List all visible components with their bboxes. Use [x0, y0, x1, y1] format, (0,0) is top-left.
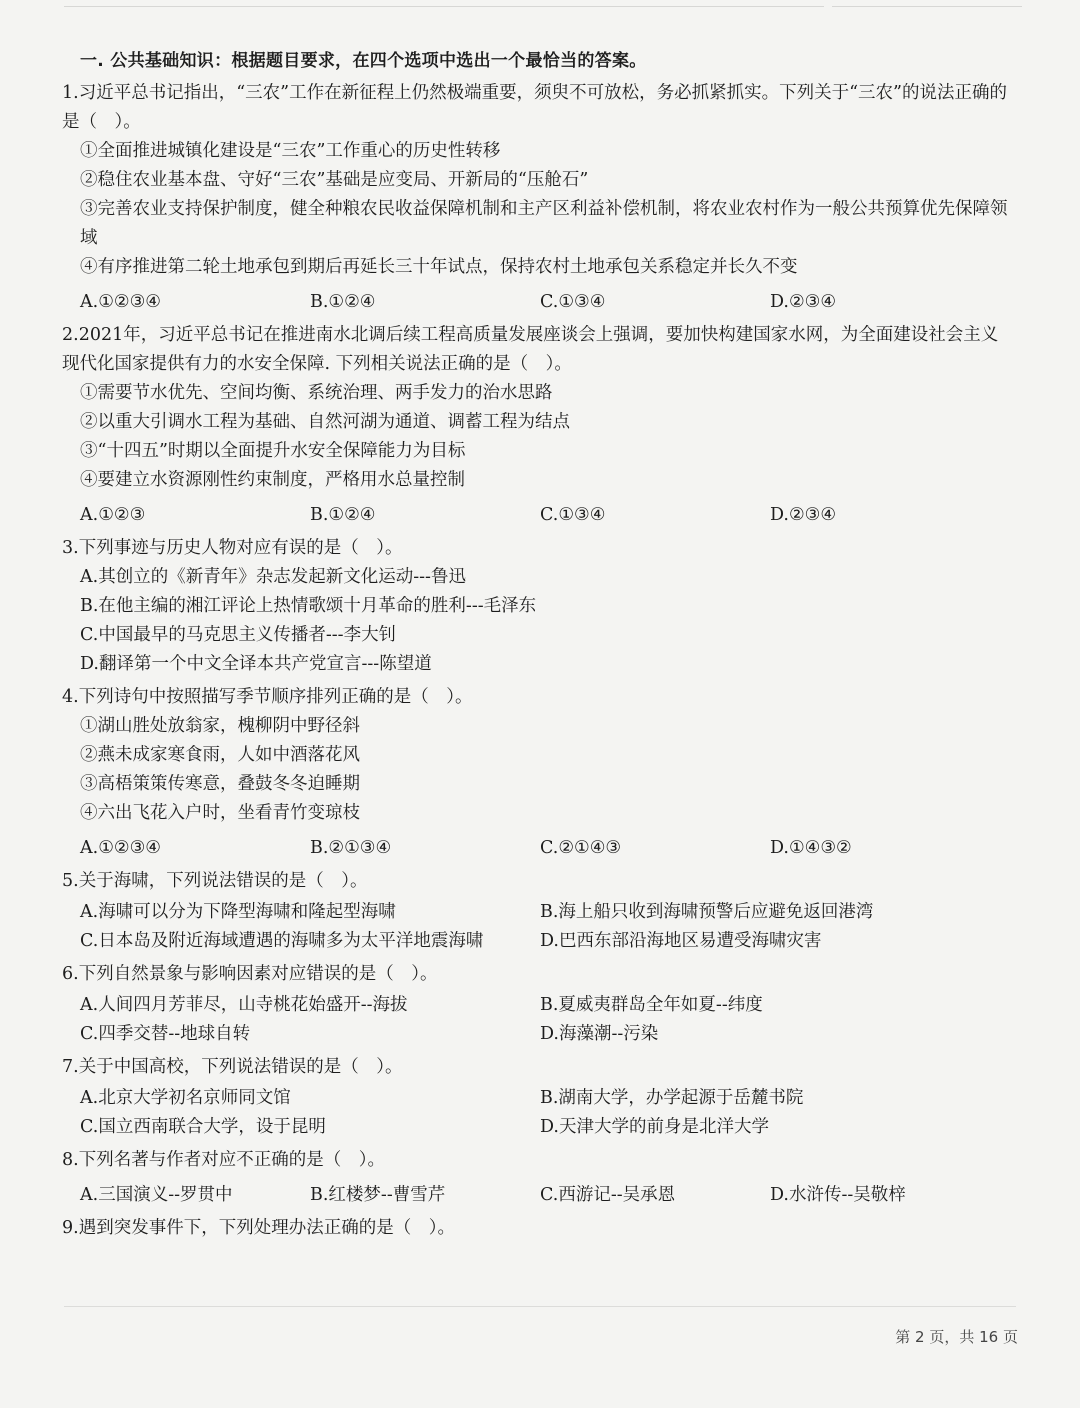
statement-item: ②以重大引调水工程为基础、自然河湖为通道、调蓄工程为结点: [80, 412, 570, 432]
statement-item: ④要建立水资源刚性约束制度，严格用水总量控制: [80, 470, 465, 490]
question-stem: 3.下列事迹与历史人物对应有误的是（ ）。: [62, 538, 403, 558]
question-8: [62, 1146, 1012, 1210]
choice-d: D.翻译第一个中文全译本共产党宣言---陈望道: [80, 654, 432, 674]
choice-d: D.巴西东部沿海地区易遭受海啸灾害: [540, 931, 822, 951]
top-rule: [64, 0, 824, 7]
answer-choices: [62, 991, 1012, 1049]
question-stem: 6.下列自然景象与影响因素对应错误的是（ ）。: [62, 964, 438, 984]
section-title: 一. 公共基础知识：根据题目要求，在四个选项中选出一个最恰当的答案。: [80, 51, 647, 71]
statement-item: ③完善农业支持保护制度，健全种粮农民收益保障机制和主产区利益补偿机制，将农业农村作为一般公共预算优先保障领域: [80, 199, 1008, 248]
question-stem: 4.下列诗句中按照描写季节顺序排列正确的是（ ）。: [62, 687, 473, 707]
choice-b: B.夏威夷群岛全年如夏--纬度: [540, 995, 763, 1015]
statement-item: ③高梧策策传寒意，叠鼓冬冬迫睡期: [80, 774, 360, 794]
choice-d: D.天津大学的前身是北洋大学: [540, 1117, 769, 1137]
question-stem: 5.关于海啸，下列说法错误的是（ ）。: [62, 871, 368, 891]
choice-b: B.红楼梦--曹雪芹: [310, 1185, 446, 1205]
question-stem: 2.2021年，习近平总书记在推进南水北调后续工程高质量发展座谈会上强调，要加快构建国家水网，为全面建设社会主义现代化国家提供有力的水安全保障. 下列相关说法正确的是（ ）。: [62, 325, 999, 374]
question-stem: 7.关于中国高校，下列说法错误的是（ ）。: [62, 1057, 403, 1077]
answer-choices: [62, 563, 1012, 679]
question-stem: 1.习近平总书记指出，“三农”工作在新征程上仍然极端重要，须臾不可放松，务必抓紧抓实。下列关于“三农”的说法正确的是（ ）。: [62, 83, 1007, 132]
question-9: [62, 1214, 1012, 1243]
choice-b: B.海上船只收到海啸预警后应避免返回港湾: [540, 902, 874, 922]
answer-choices: [62, 288, 1012, 317]
statement-item: ②燕未成家寒食雨，人如中酒落花风: [80, 745, 360, 765]
question-stem: 9.遇到突发事件下，下列处理办法正确的是（ ）。: [62, 1218, 455, 1238]
choice-a: A.人间四月芳菲尽，山寺桃花始盛开--海拔: [80, 995, 408, 1015]
question-6: [62, 960, 1012, 1049]
choice-b: B.在他主编的湘江评论上热情歌颂十月革命的胜利---毛泽东: [80, 596, 537, 616]
choice-c: C.西游记--吴承恩: [540, 1185, 676, 1205]
question-4: [62, 683, 1012, 863]
answer-choices: [62, 1084, 1012, 1142]
choice-d: D.①④③②: [770, 838, 852, 858]
question-1: [62, 79, 1012, 317]
choice-a: A.其创立的《新青年》杂志发起新文化运动---鲁迅: [80, 567, 466, 587]
statement-item: ②稳住农业基本盘、守好“三农”基础是应变局、开新局的“压舱石”: [80, 170, 589, 190]
choice-c: C.日本岛及附近海域遭遇的海啸多为太平洋地震海啸: [80, 931, 484, 951]
statement-item: ④有序推进第二轮土地承包到期后再延长三十年试点，保持农村土地承包关系稳定并长久不变: [80, 257, 798, 277]
choice-c: C.四季交替--地球自转: [80, 1024, 251, 1044]
choice-a: A.①②③: [80, 505, 146, 525]
answer-choices: [62, 898, 1012, 956]
answer-choices: [62, 501, 1012, 530]
choice-d: D.②③④: [770, 292, 837, 312]
choice-c: C.①③④: [540, 292, 606, 312]
choice-c: C.①③④: [540, 505, 606, 525]
statement-item: ①湖山胜处放翁家，槐柳阴中野径斜: [80, 716, 360, 736]
choice-d: D.②③④: [770, 505, 837, 525]
page-number: 第 2 页，共 16 页: [895, 1328, 1018, 1346]
choice-d: D.水浒传--吴敬梓: [770, 1185, 906, 1205]
choice-a: A.北京大学初名京师同文馆: [80, 1088, 291, 1108]
choice-c: C.国立西南联合大学，设于昆明: [80, 1117, 326, 1137]
choice-a: A.①②③④: [80, 292, 161, 312]
question-3: [62, 534, 1012, 679]
choice-b: B.①②④: [310, 292, 376, 312]
question-5: [62, 867, 1012, 956]
statement-item: ③“十四五”时期以全面提升水安全保障能力为目标: [80, 441, 466, 461]
choice-b: B.②①③④: [310, 838, 392, 858]
statement-item: ①需要节水优先、空间均衡、系统治理、两手发力的治水思路: [80, 383, 553, 403]
choice-d: D.海藻潮--污染: [540, 1024, 659, 1044]
top-rule-right: [832, 0, 1022, 7]
statement-item: ①全面推进城镇化建设是“三农”工作重心的历史性转移: [80, 141, 501, 161]
choice-b: B.①②④: [310, 505, 376, 525]
question-7: [62, 1053, 1012, 1142]
answer-choices: [62, 834, 1012, 863]
answer-choices: [62, 1181, 1012, 1210]
choice-a: A.三国演义--罗贯中: [80, 1185, 233, 1205]
choice-c: C.中国最早的马克思主义传播者---李大钊: [80, 625, 397, 645]
choice-c: C.②①④③: [540, 838, 622, 858]
footer-divider: [64, 1306, 1016, 1307]
question-2: [62, 321, 1012, 530]
choice-b: B.湖南大学，办学起源于岳麓书院: [540, 1088, 804, 1108]
choice-a: A.海啸可以分为下降型海啸和隆起型海啸: [80, 902, 396, 922]
exam-page: [62, 46, 1012, 1247]
question-stem: 8.下列名著与作者对应不正确的是（ ）。: [62, 1150, 385, 1170]
choice-a: A.①②③④: [80, 838, 161, 858]
statement-item: ④六出飞花入户时，坐看青竹变琼枝: [80, 803, 360, 823]
